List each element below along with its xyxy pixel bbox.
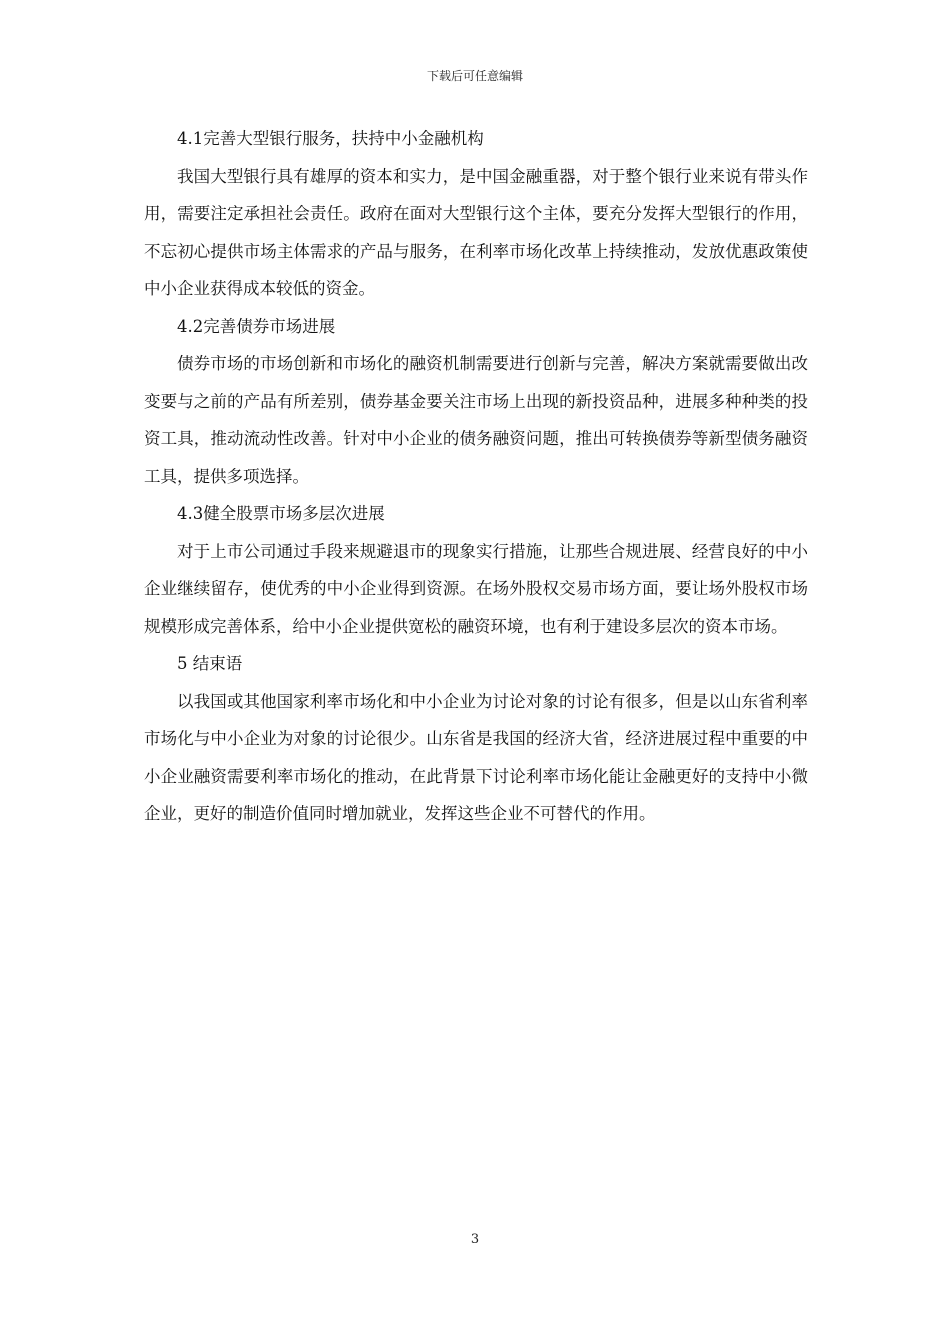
section-paragraph-4-1: 我国大型银行具有雄厚的资本和实力，是中国金融重器，对于整个银行业来说有带头作用，需要注定承担社会责任。政府在面对大型银行这个主体，要充分发挥大型银行的作用，不忘初心提供市场主体需求的产品与服务，在利率市场化改革上持续推动，发放优惠政策使中小企业获得成本较低的资金。 — [144, 166, 808, 298]
section-heading-4-3: 4.3健全股票市场多层次进展 — [177, 504, 385, 523]
page-number: 3 — [470, 1232, 480, 1247]
section-heading-5: 5 结束语 — [177, 654, 243, 673]
section-paragraph-4-3: 对于上市公司通过手段来规避退市的现象实行措施，让那些合规进展、经营良好的中小企业继续留存，使优秀的中小企业得到资源。在场外股权交易市场方面，要让场外股权市场规模形成完善体系，给中小企业提供宽松的融资环境，也有利于建设多层次的资本市场。 — [144, 541, 808, 636]
section-heading-4-2: 4.2完善债券市场进展 — [177, 316, 336, 336]
section-paragraph-4-2: 债券市场的市场创新和市场化的融资机制需要进行创新与完善，解决方案就需要做出改变要与之前的产品有所差别，债券基金要关注市场上出现的新投资品种，进展多种种类的投资工具，推动流动性改善。针对中小企业的债务融资问题，推出可转换债券等新型债务融资工具，提供多项选择。 — [144, 354, 808, 486]
section-paragraph-5: 以我国或其他国家利率市场化和中小企业为讨论对象的讨论有很多，但是以山东省利率市场化与中小企业为对象的讨论很少。山东省是我国的经济大省，经济进展过程中重要的中小企业融资需要利率市场化的推动，在此背景下讨论利率市场化能让金融更好的支持中小微企业，更好的制造价值同时增加就业，发挥这些企业不可替代的作用。 — [144, 691, 808, 823]
section-heading-4-1: 4.1完善大型银行服务，扶持中小金融机构 — [177, 129, 484, 148]
page-header: 下载后可任意编辑 — [426, 69, 523, 83]
document-body — [144, 120, 808, 833]
